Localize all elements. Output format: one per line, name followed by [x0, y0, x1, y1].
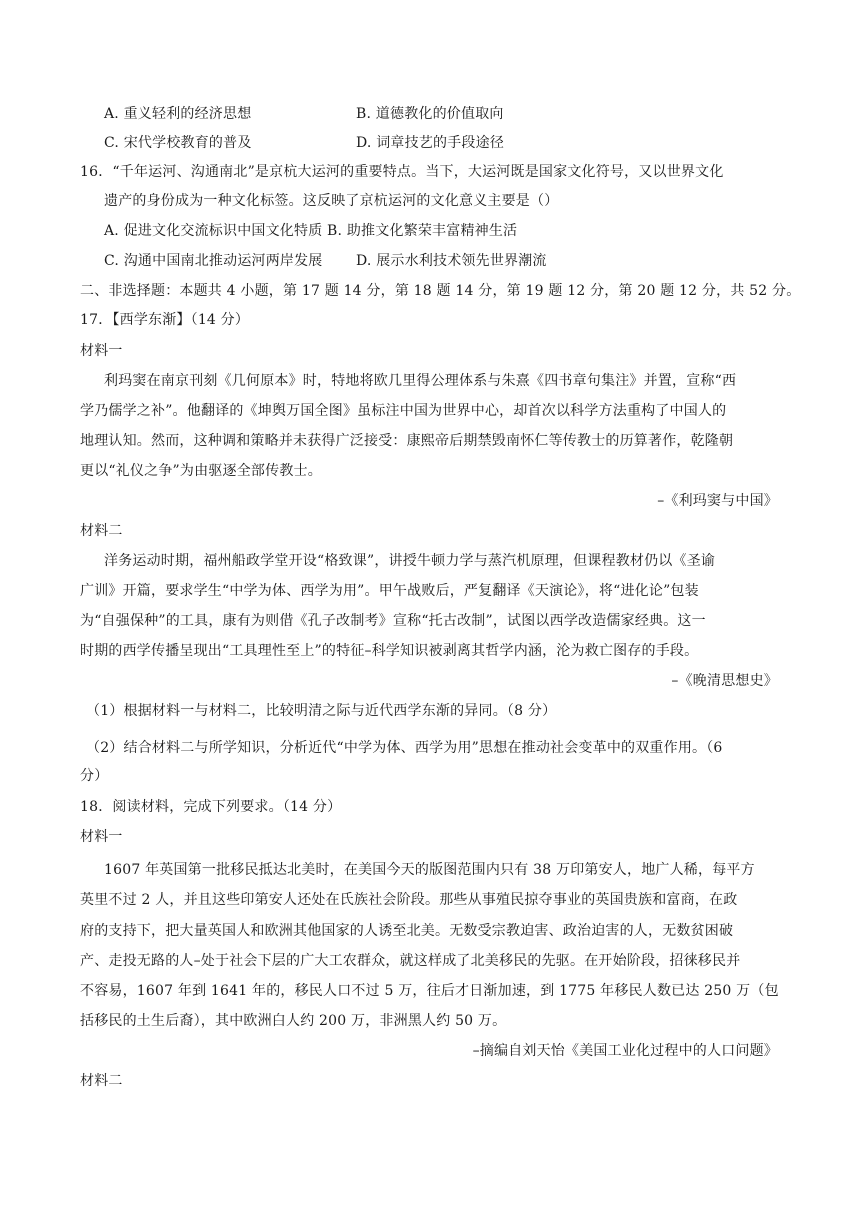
q17-m1-line: 学乃儒学之补”。他翻译的《坤舆万国全图》虽标注中国为世界中心，却首次以科学方法重构了中国人的: [80, 403, 727, 419]
q17-subquestion-2-line2: 分）: [80, 768, 109, 784]
q16-option-d: D. 展示水利技术领先世界潮流: [356, 253, 547, 269]
q18-material2-label: 材料二: [80, 1073, 123, 1089]
q15-option-d: D. 词章技艺的手段途径: [356, 135, 505, 151]
q15-option-b: B. 道德教化的价值取向: [356, 106, 504, 122]
q17-title: 17．【西学东渐】（14 分）: [80, 312, 250, 328]
q18-material1-label: 材料一: [80, 829, 123, 845]
q18-title: 18．阅读材料，完成下列要求。（14 分）: [80, 799, 342, 815]
q18-m1-source: –摘编自刘天怡《美国工业化过程中的人口问题》: [472, 1043, 778, 1059]
q17-subquestion-2-line1: （2）结合材料二与所学知识，分析近代“中学为体、西学为用”思想在推动社会变革中的双重作用。（6: [86, 740, 723, 756]
q18-m1-line: 括移民的土生后裔），其中欧洲白人约 200 万，非洲黑人约 50 万。: [80, 1013, 507, 1029]
q17-m2-line: 为“自强保种”的工具，康有为则借《孔子改制考》宣称“托古改制”，试图以西学改造儒家经典。这一: [80, 613, 706, 629]
q18-m1-line: 英里不过 2 人，并且这些印第安人还处在氏族社会阶段。那些从事殖民掠夺事业的英国贵族和富商，在政: [80, 892, 738, 908]
q15-option-a: A. 重义轻利的经济思想: [104, 106, 252, 122]
q18-m1-line: 产、走投无路的人–处于社会下层的广大工农群众，就这样成了北美移民的先驱。在开始阶段，招徕移民并: [80, 953, 741, 969]
q16-option-c: C. 沟通中国南北推动运河两岸发展: [104, 253, 323, 269]
q18-m1-line: 1607 年英国第一批移民抵达北美时，在美国今天的版图范围内只有 38 万印第安人，地广人稀，每平方: [104, 862, 755, 878]
q17-m2-line: 时期的西学传播呈现出“工具理性至上”的特征–科学知识被剥离其哲学内涵，沦为救亡图存的手段。: [80, 643, 699, 659]
q16-options-a-b: A. 促进文化交流标识中国文化特质 B. 助推文化繁荣丰富精神生活: [104, 223, 518, 239]
q17-m2-line: 洋务运动时期，福州船政学堂开设“格致课”，讲授牛顿力学与蒸汽机原理，但课程教材仍以《圣谕: [104, 553, 716, 569]
q17-m2-source: –《晚清思想史》: [671, 673, 778, 689]
q17-m1-line: 地理认知。然而，这种调和策略并未获得广泛接受：康熙帝后期禁毁南怀仁等传教士的历算著作，乾隆朝: [80, 433, 734, 449]
section-2-heading: 二、非选择题：本题共 4 小题，第 17 题 14 分，第 18 题 14 分，第 19 题 12 分，第 20 题 12 分，共 52 分。: [80, 283, 801, 299]
q16-stem-line2: 遗产的身份成为一种文化标签。这反映了京杭运河的文化意义主要是（）: [104, 193, 559, 209]
q18-m1-line: 不容易，1607 年到 1641 年的，移民人口不过 5 万，往后才日渐加速，到 1775 年移民人数已达 250 万（包: [80, 983, 779, 999]
q17-m1-source: –《利玛窦与中国》: [657, 493, 778, 509]
q17-m1-line: 利玛窦在南京刊刻《几何原本》时，特地将欧几里得公理体系与朱熹《四书章句集注》并置，宣称“西: [104, 373, 737, 389]
q15-option-c: C. 宋代学校教育的普及: [104, 135, 252, 151]
q16-stem-line1: 16．“千年运河、沟通南北”是京杭大运河的重要特点。当下，大运河既是国家文化符号，又以世界文化: [80, 164, 724, 180]
q17-m1-line: 更以“礼仪之争”为由驱逐全部传教士。: [80, 463, 322, 479]
q17-material1-label: 材料一: [80, 343, 123, 359]
q17-subquestion-1: （1）根据材料一与材料二，比较明清之际与近代西学东渐的异同。（8 分）: [86, 703, 557, 719]
q17-material2-label: 材料二: [80, 523, 123, 539]
q17-m2-line: 广训》开篇，要求学生“中学为体、西学为用”。甲午战败后，严复翻译《天演论》，将“进化论”包装: [80, 583, 699, 599]
q18-m1-line: 府的支持下，把大量英国人和欧洲其他国家的人诱至北美。无数受宗教迫害、政治迫害的人，无数贫困破: [80, 923, 734, 939]
